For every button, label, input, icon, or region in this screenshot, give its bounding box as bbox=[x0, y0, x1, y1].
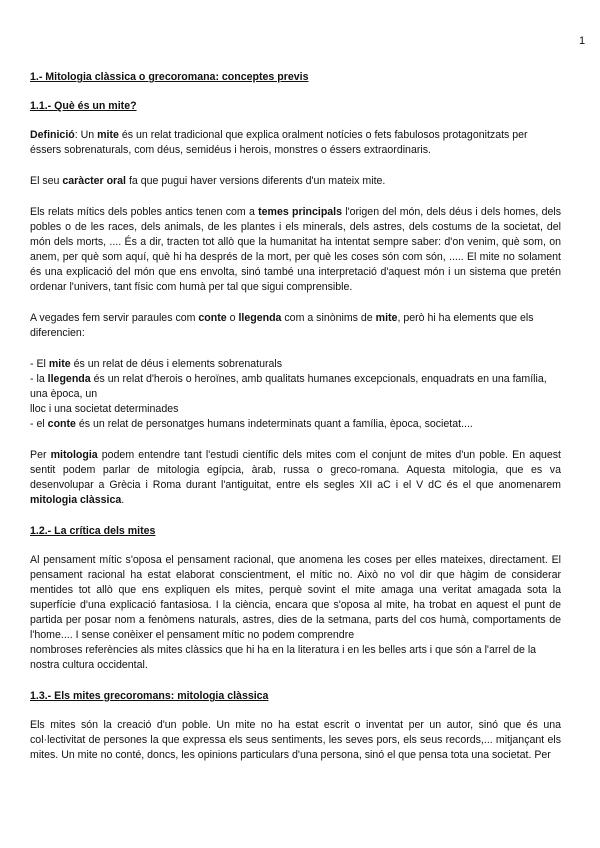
list-item-term: llegenda bbox=[47, 373, 91, 385]
relats-bold: temes principals bbox=[258, 206, 343, 218]
avegades-text-a: A vegades fem servir paraules com bbox=[30, 312, 199, 324]
section-1-2-heading: 1.2.- La crítica dels mites bbox=[30, 525, 156, 537]
definition-text-a: : Un bbox=[74, 129, 98, 141]
relats-text-b: l'origen del món, dels déus i dels homes, dels pobles o de les races, dels animals, de les plantes i els minerals, dels astres, dels costums de la societat, del món dels morts, .... És a dir, tracten tot allò que la humanitat ha intentat sempre saber: d'on venim, què som, on anem, per què som aquí, què hi ha després de la mort, per què les coses són com són, ..... El mite no solament és una explicació del món que ens envolta, sinó també una interpretació d'aquest món i un sistema que pretén ordenar l'univers, tant físic com humà per tal que sigui comprensible. bbox=[30, 206, 562, 293]
list-item-term: mite bbox=[48, 358, 71, 370]
list-item-text: és un relat de personatges humans indeterminats quant a família, època, societat.... bbox=[75, 418, 473, 430]
mitologia-text-c: . bbox=[121, 494, 125, 506]
list-item bbox=[30, 417, 561, 432]
list-item-text: és un relat de déus i elements sobrenaturals bbox=[70, 358, 283, 370]
differences-list bbox=[30, 357, 561, 432]
oral-bold: caràcter oral bbox=[62, 175, 126, 187]
list-item-prefix: - El bbox=[30, 358, 49, 370]
definition-mite: mite bbox=[97, 129, 119, 141]
definition-text-b: és un relat tradicional que explica oralment notícies o fets fabulosos protagonitzats per éssers sobrenaturals, com déus, semidéus i herois, monstres o éssers extraordinaris. bbox=[30, 129, 528, 156]
list-item-text: és un relat d'herois o heroïnes, amb qualitats humanes excepcionals, enquadrats en una família, una època, un bbox=[30, 373, 547, 400]
section-1-1-heading: 1.1.- Què és un mite? bbox=[30, 100, 137, 112]
avegades-text-b: com a sinònims de bbox=[281, 312, 376, 324]
relats-paragraph bbox=[30, 205, 561, 295]
mitologia-text-a: Per bbox=[30, 449, 51, 461]
mitologia-paragraph bbox=[30, 448, 561, 508]
section-1-3-heading: 1.3.- Els mites grecoromans: mitologia clàssica bbox=[30, 690, 269, 702]
document-body bbox=[30, 70, 561, 779]
oral-text-b: fa que pugui haver versions diferents d'un mateix mite. bbox=[126, 175, 386, 187]
avegades-conte: conte bbox=[198, 312, 227, 324]
list-item bbox=[30, 357, 561, 372]
list-item-prefix: - el bbox=[30, 418, 48, 430]
list-item-prefix: - la bbox=[30, 373, 48, 385]
oral-text-a: El seu bbox=[30, 175, 63, 187]
relats-text-a: Els relats mítics dels pobles antics tenen com a bbox=[30, 206, 259, 218]
avegades-text-c: , però hi ha elements que els diferencien: bbox=[30, 312, 534, 339]
avegades-mite: mite bbox=[375, 312, 398, 324]
definition-paragraph bbox=[30, 128, 561, 158]
mitologia-classica-bold: mitologia clàssica bbox=[30, 494, 122, 506]
list-item-continuation: lloc i una societat determinades bbox=[30, 403, 179, 415]
mitologia-text-b: podem entendre tant l'estudi científic dels mites com el conjunt de mites d'un poble. En aquest sentit podem parlar de mitologia egípcia, àrab, russa o greco-romana. Aquesta mitologia, que es va desenvolupar a Grècia i Roma durant l'antiguitat, entre els segles XII aC i el V dC és el que anomenarem bbox=[30, 449, 561, 491]
section-1-heading: 1.- Mitologia clàssica o grecoromana: conceptes previs bbox=[30, 71, 309, 83]
definition-label: Definició bbox=[30, 129, 75, 141]
critica-paragraph bbox=[30, 553, 561, 673]
mites-paragraph: Els mites són la creació d'un poble. Un mite no ha estat escrit o inventat per un autor, sinó que és una col·lectivitat de persones la que expressa els seus sentiments, les seves pors, els seus records,... mitjançant els mites. Un mite no conté, doncs, les opinions particulars d'una persona, sinó el que pensa tota una societat. Per bbox=[30, 719, 561, 761]
avegades-llegenda: llegenda bbox=[238, 312, 282, 324]
critica-text: Al pensament mític s'oposa el pensament racional, que anomena les coses per elles mateixes, directament. El pensament racional ha estat elaborat conscientment, el mític no. Això no vol dir que hàgim de considerar mentides tot allò que ens expliquen els mites, perquè sovint el mite amaga una veritat amagada sota la superfície d'una explicació fantasiosa. I la ciència, encara que s'oposa al mite, ha trobat en aquest el punt de partida per posar nom a fenòmens naturals, astres, dies de la setmana, parts del cos humà, comportaments de l'home.... I sense conèixer el pensament mític no podem comprendre bbox=[30, 554, 561, 641]
critica-text-2: nombroses referències als mites clàssics que hi ha en la literatura i en les belles arts i que són a l'arrel de la nostra cultura occidental. bbox=[30, 644, 537, 671]
oral-paragraph bbox=[30, 174, 561, 189]
list-item bbox=[30, 372, 561, 402]
avegades-paragraph bbox=[30, 311, 561, 341]
page-number: 1 bbox=[579, 35, 586, 47]
mitologia-bold: mitologia bbox=[50, 449, 98, 461]
list-item-term: conte bbox=[47, 418, 76, 430]
avegades-o: o bbox=[226, 312, 239, 324]
